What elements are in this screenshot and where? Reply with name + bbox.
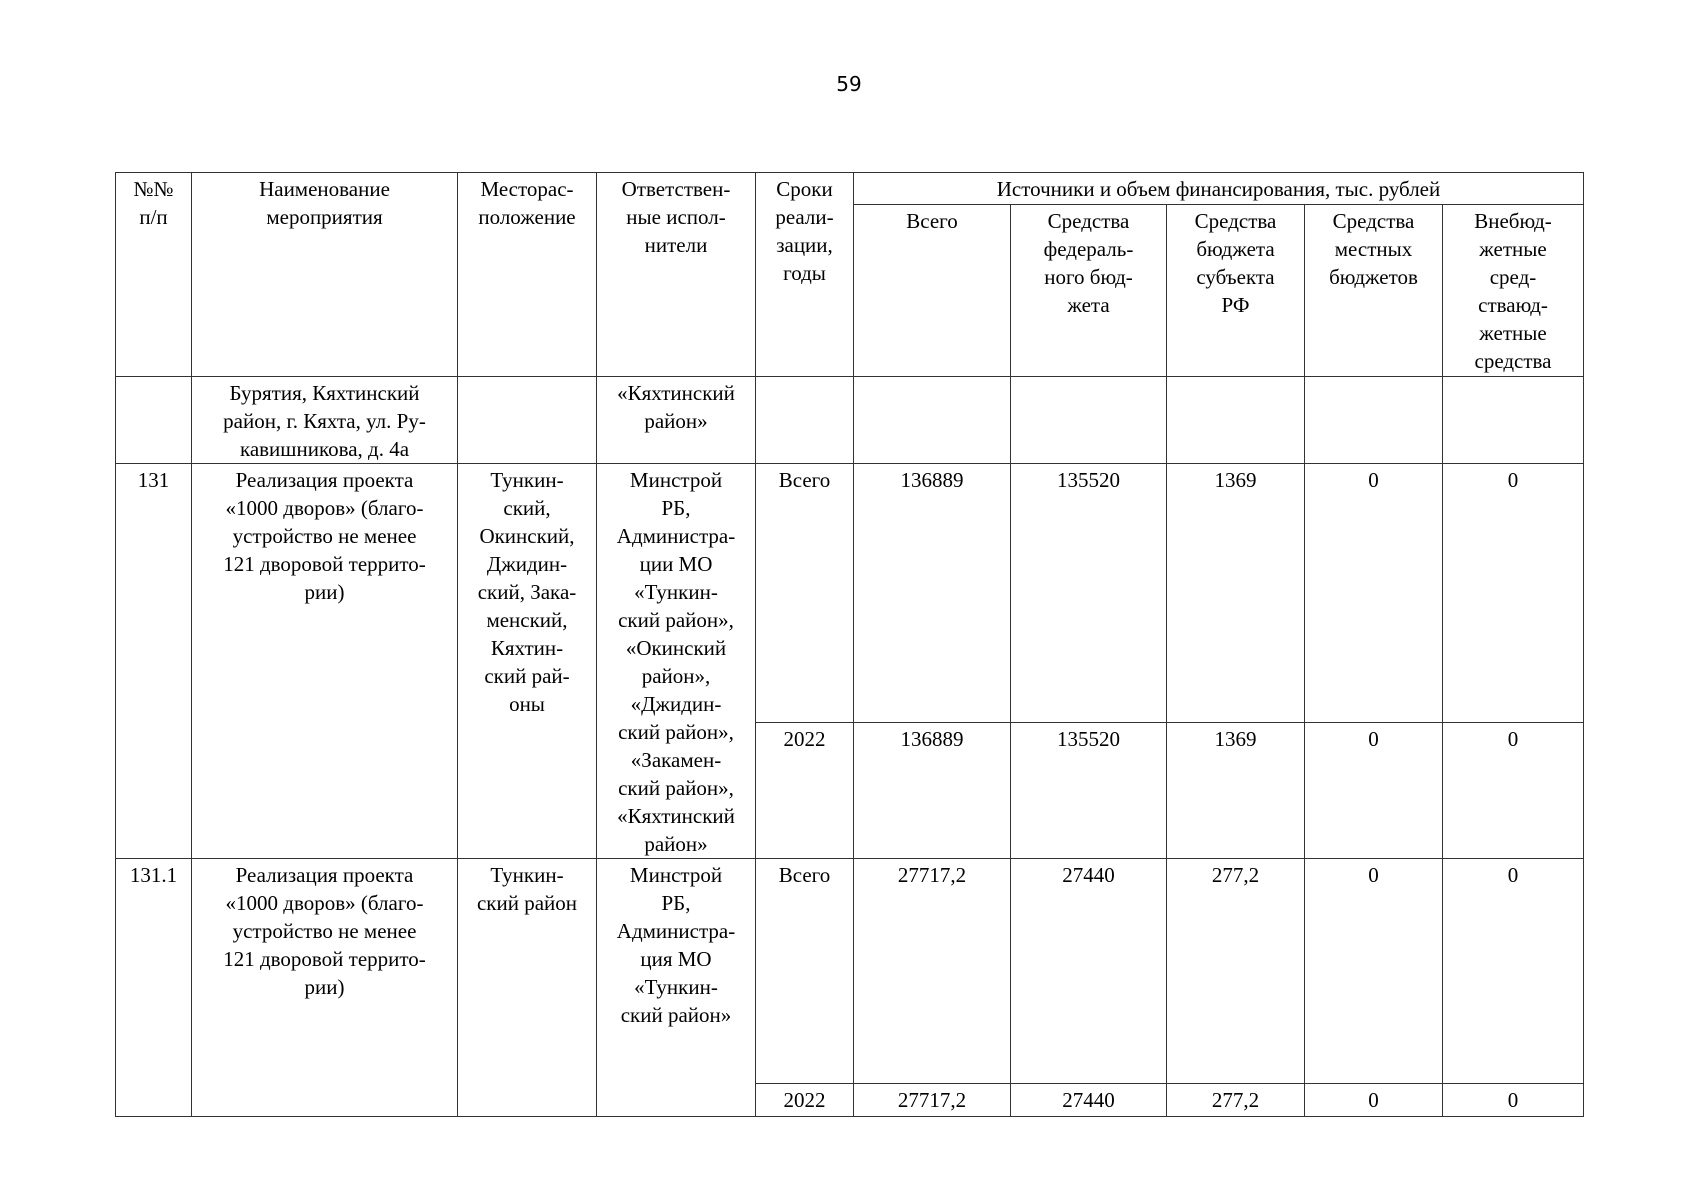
header-terms: Сроки реали- зации, годы (756, 173, 854, 377)
funding-table (115, 172, 1584, 1117)
cont-location (458, 377, 597, 464)
row-federal: 27440 (1011, 859, 1167, 1084)
header-extra: Внебюд- жетные сред- стваюд- жетные средства (1443, 205, 1584, 377)
row-extra: 0 (1443, 723, 1584, 859)
row-location: Тункин- ский район (458, 859, 597, 1117)
row-federal: 135520 (1011, 723, 1167, 859)
cont-subject (1167, 377, 1305, 464)
cont-term (756, 377, 854, 464)
header-executors: Ответствен- ные испол- нители (597, 173, 756, 377)
header-num: №№ п/п (116, 173, 192, 377)
row-num: 131.1 (116, 859, 192, 1117)
row-extra: 0 (1443, 1084, 1584, 1117)
row-term: 2022 (756, 723, 854, 859)
row-term: Всего (756, 859, 854, 1084)
row-local: 0 (1305, 723, 1443, 859)
cont-federal (1011, 377, 1167, 464)
cont-num (116, 377, 192, 464)
row-local: 0 (1305, 464, 1443, 723)
row-num: 131 (116, 464, 192, 859)
row-location: Тункин- ский, Окинский, Джидин- ский, Зака- менский, Кяхтин- ский рай- оны (458, 464, 597, 859)
row-total: 27717,2 (854, 859, 1011, 1084)
row-name: Реализация проекта «1000 дворов» (благо- устройство не менее 121 дворовой террито- рии) (192, 859, 458, 1117)
cont-name: Бурятия, Кяхтинский район, г. Кяхта, ул. Ру- кавишникова, д. 4а (192, 377, 458, 464)
row-term: Всего (756, 464, 854, 723)
row-extra: 0 (1443, 464, 1584, 723)
header-row (116, 173, 1584, 205)
cont-extra (1443, 377, 1584, 464)
row-term: 2022 (756, 1084, 854, 1117)
row-local: 0 (1305, 859, 1443, 1084)
table-row (116, 859, 1584, 1084)
row-total: 136889 (854, 723, 1011, 859)
header-location: Месторас- положение (458, 173, 597, 377)
cont-executors: «Кяхтинский район» (597, 377, 756, 464)
row-subject: 1369 (1167, 464, 1305, 723)
page-number: 59 (836, 72, 862, 96)
header-local: Средства местных бюджетов (1305, 205, 1443, 377)
cont-total (854, 377, 1011, 464)
header-name: Наименование мероприятия (192, 173, 458, 377)
row-subject: 277,2 (1167, 1084, 1305, 1117)
header-total: Всего (854, 205, 1011, 377)
row-subject: 1369 (1167, 723, 1305, 859)
row-executors: Минстрой РБ, Администра- ция МО «Тункин- ский район» (597, 859, 756, 1117)
header-federal: Средства федераль- ного бюд- жета (1011, 205, 1167, 377)
row-total: 136889 (854, 464, 1011, 723)
row-federal: 27440 (1011, 1084, 1167, 1117)
row-federal: 135520 (1011, 464, 1167, 723)
row-local: 0 (1305, 1084, 1443, 1117)
row-subject: 277,2 (1167, 859, 1305, 1084)
row-total: 27717,2 (854, 1084, 1011, 1117)
row-executors: Минстрой РБ, Администра- ции МО «Тункин- ский район», «Окинский район», «Джидин- ский район», «Закамен- ский район», «Кяхтинский район» (597, 464, 756, 859)
continuation-row (116, 377, 1584, 464)
table-row (116, 464, 1584, 723)
row-name: Реализация проекта «1000 дворов» (благо- устройство не менее 121 дворовой террито- рии) (192, 464, 458, 859)
header-funding-group: Источники и объем финансирования, тыс. рублей (854, 173, 1584, 205)
cont-local (1305, 377, 1443, 464)
header-subject: Средства бюджета субъекта РФ (1167, 205, 1305, 377)
row-extra: 0 (1443, 859, 1584, 1084)
